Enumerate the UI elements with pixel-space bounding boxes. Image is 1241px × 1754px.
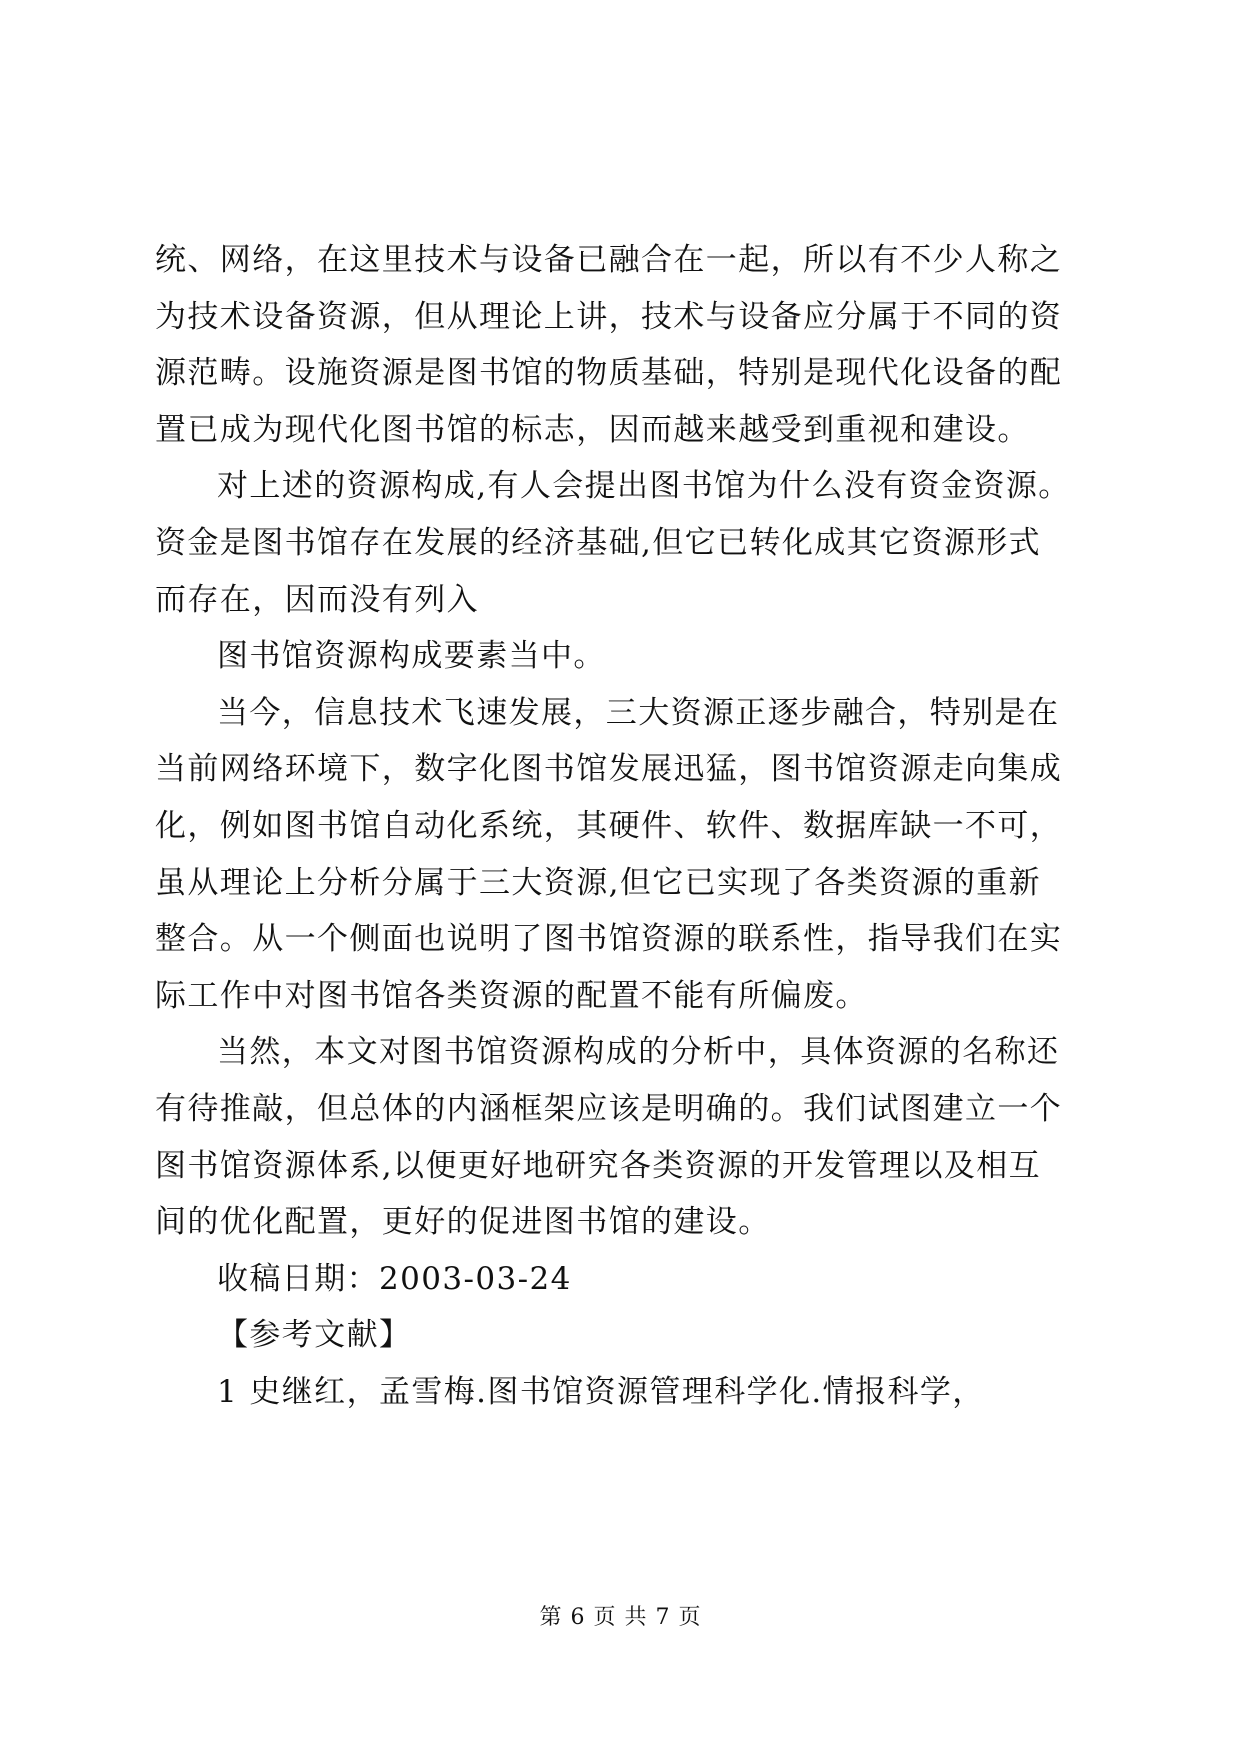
text-line: 对上述的资源构成,有人会提出图书馆为什么没有资金资源。: [217, 468, 1071, 505]
text-line: 统、网络，在这里技术与设备已融合在一起，所以有不少人称之: [155, 242, 1063, 278]
text-line: 为技术设备资源，但从理论上讲，技术与设备应分属于不同的资: [155, 298, 1063, 335]
received-date: 收稿日期：2003-03-24: [217, 1260, 572, 1297]
text-line: 虽从理论上分析分属于三大资源,但它已实现了各类资源的重新: [155, 864, 1042, 901]
reference-entry: 1 史继红，孟雪梅.图书馆资源管理科学化.情报科学，: [217, 1373, 985, 1410]
text-line: 化，例如图书馆自动化系统，其硬件、软件、数据库缺一不可，: [155, 807, 1063, 844]
text-line: 而存在，因而没有列入: [155, 581, 479, 618]
text-line: 整合。从一个侧面也说明了图书馆资源的联系性，指导我们在实: [155, 921, 1063, 958]
text-line: 际工作中对图书馆各类资源的配置不能有所偏废。: [155, 977, 868, 1014]
document-body: [155, 232, 1091, 1420]
text-line: 当前网络环境下，数字化图书馆发展迅猛，图书馆资源走向集成: [155, 751, 1063, 788]
text-line: 当然，本文对图书馆资源构成的分析中，具体资源的名称还: [217, 1034, 1060, 1071]
text-line: 源范畴。设施资源是图书馆的物质基础，特别是现代化设备的配: [155, 355, 1063, 392]
text-line: 置已成为现代化图书馆的标志，因而越来越受到重视和建设。: [155, 411, 1030, 448]
text-line: 图书馆资源构成要素当中。: [217, 638, 606, 675]
text-line: 资金是图书馆存在发展的经济基础,但它已转化成其它资源形式: [155, 524, 1042, 561]
text-line: 图书馆资源体系,以便更好地研究各类资源的开发管理以及相互: [155, 1147, 1042, 1184]
text-line: 有待推敲，但总体的内涵框架应该是明确的。我们试图建立一个: [155, 1090, 1063, 1127]
text-line: 间的优化配置，更好的促进图书馆的建设。: [155, 1204, 771, 1241]
references-heading: 【参考文献】: [217, 1317, 412, 1354]
text-line: 当今，信息技术飞速发展，三大资源正逐步融合，特别是在: [217, 694, 1060, 731]
page-number-footer: 第 6 页 共 7 页: [539, 1605, 702, 1630]
